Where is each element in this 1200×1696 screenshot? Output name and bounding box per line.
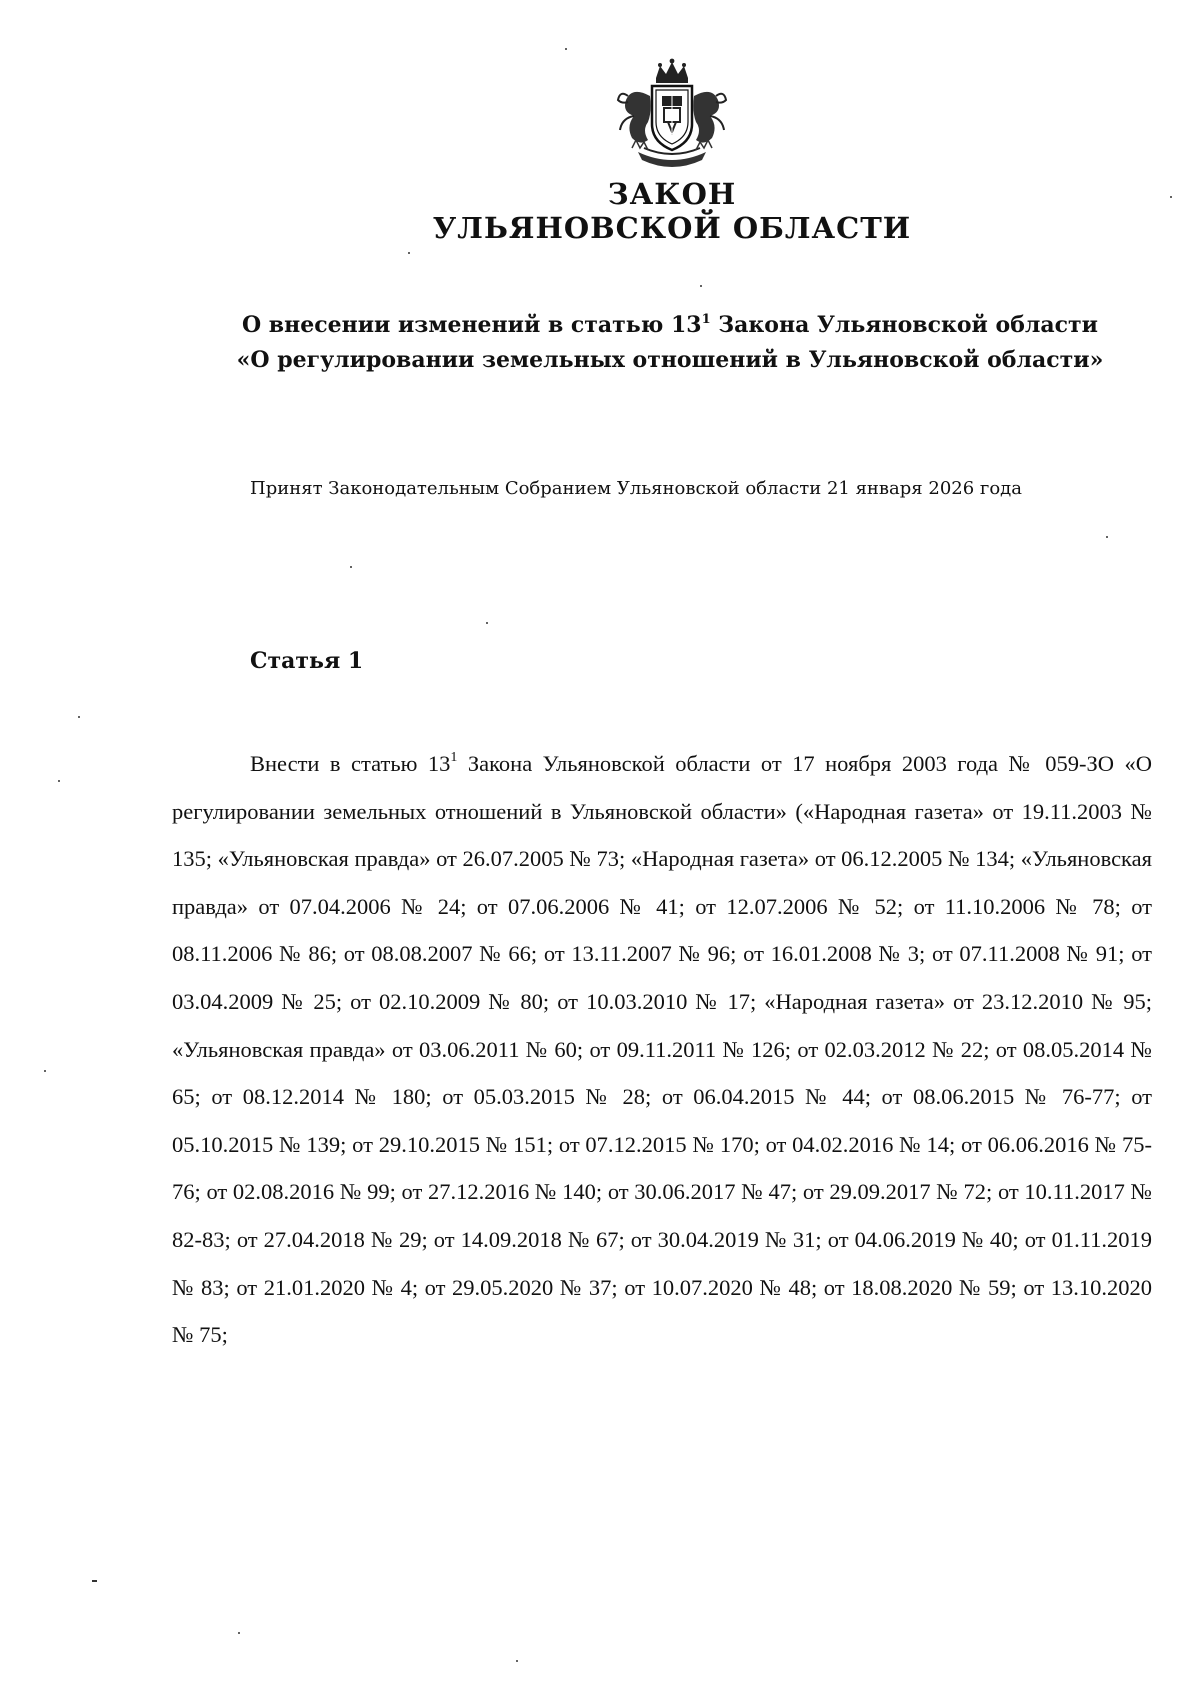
adoption-note: Принят Законодательным Собранием Ульяновской области 21 января 2026 года (250, 478, 1022, 499)
article-body (172, 740, 1152, 1359)
article-heading: Статья 1 (250, 648, 364, 674)
scan-speck (92, 1580, 97, 1582)
subject-line1-text: О внесении изменений в статью 13 (241, 312, 702, 338)
scan-speck (1106, 536, 1108, 538)
subject-superscript: 1 (701, 312, 711, 327)
scan-speck (44, 1070, 46, 1072)
law-subject (200, 308, 1140, 378)
scan-speck (350, 566, 352, 568)
law-title-line1: ЗАКОН (607, 177, 737, 211)
scan-speck (238, 1632, 240, 1634)
scan-speck (486, 622, 488, 624)
coat-of-arms-emblem (612, 56, 732, 174)
article-text-start: Внести в статью 13 (250, 751, 451, 776)
scan-speck (516, 1660, 518, 1662)
subject-line2-text: «О регулировании земельных отношений в Ульяновской области» (236, 347, 1104, 373)
article-superscript: 1 (450, 750, 458, 765)
subject-line1-rest: Закона Ульяновской области (710, 312, 1098, 338)
scan-speck (565, 48, 567, 50)
scan-speck (408, 252, 410, 254)
scan-speck (1170, 196, 1172, 198)
law-title-line2: УЛЬЯНОВСКОЙ ОБЛАСТИ (432, 211, 912, 245)
scan-speck (58, 780, 60, 782)
article-text-rest: Закона Ульяновской области от 17 ноября 2003 года № 059-ЗО «О регулировании земельных отношений в Ульяновской области» («Народная газета» от 19.11.2003 № 135; «Ульяновская правда» от 26.07.2005 № 73; «Народная газета» от 06.12.2005 № 134; «Ульяновская правда» от 07.04.2006 № 24; от 07.06.2006 № 41; от 12.07.2006 № 52; от 11.10.2006 № 78; от 08.11.2006 № 86; от 08.08.2007 № 66; от 13.11.2007 № 96; от 16.01.2008 № 3; от 07.11.2008 № 91; от 03.04.2009 № 25; от 02.10.2009 № 80; от 10.03.2010 № 17; «Народная газета» от 23.12.2010 № 95; «Ульяновская правда» от 03.06.2011 № 60; от 09.11.2011 № 126; от 02.03.2012 № 22; от 08.05.2014 № 65; от 08.12.2014 № 180; от 05.03.2015 № 28; от 06.04.2015 № 44; от 08.06.2015 № 76-77; от 05.10.2015 № 139; от 29.10.2015 № 151; от 07.12.2015 № 170; от 04.02.2016 № 14; от 06.06.2016 № 75-76; от 02.08.2016 № 99; от 27.12.2016 № 140; от 30.06.2017 № 47; от 29.09.2017 № 72; от 10.11.2017 № 82-83; от 27.04.2018 № 29; от 14.09.2018 № 67; от 30.04.2019 № 31; от 04.06.2019 № 40; от 01.11.2019 № 83; от 21.01.2020 № 4; от 29.05.2020 № 37; от 10.07.2020 № 48; от 18.08.2020 № 59; от 13.10.2020 № 75; (172, 751, 1152, 1348)
scan-speck (700, 285, 702, 287)
scan-speck (78, 716, 80, 718)
